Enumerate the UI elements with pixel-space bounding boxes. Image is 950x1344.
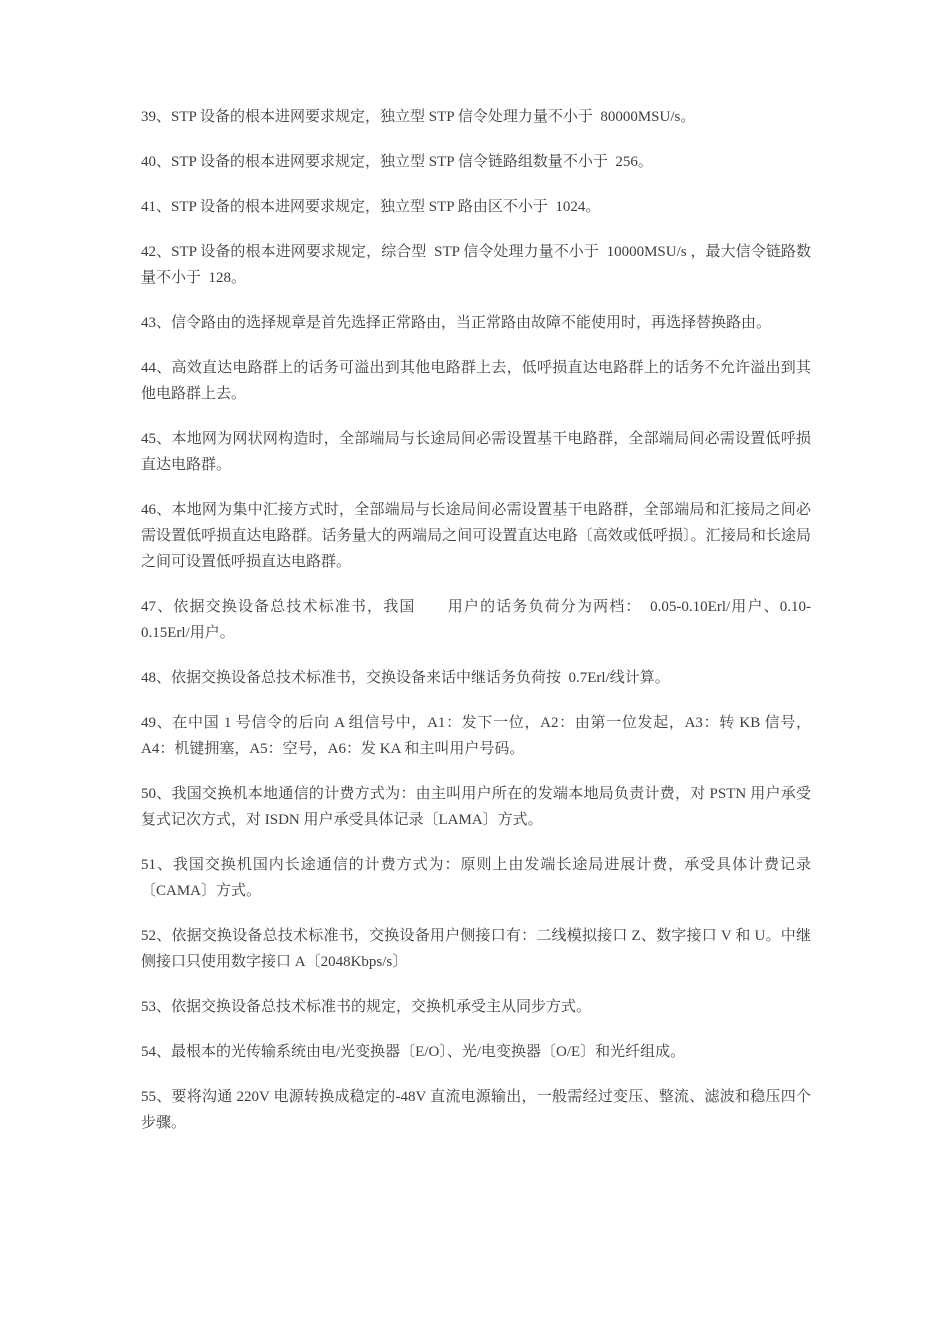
- question-paragraph: 54、最根本的光传输系统由电/光变换器〔E/O〕、光/电变换器〔O/E〕和光纤组成。: [141, 1044, 686, 1060]
- question-paragraph: 48、依据交换设备总技术标准书，交换设备来话中继话务负荷按 0.7Erl/线计算。: [141, 670, 670, 686]
- question-paragraph: 51、我国交换机国内长途通信的计费方式为：原则上由发端长途局进展计费，承受具体计费记录〔CAMA〕方式。: [141, 857, 811, 899]
- question-paragraph: 55、要将沟通 220V 电源转换成稳定的-48V 直流电源输出，一般需经过变压、整流、滤波和稳压四个步骤。: [141, 1089, 811, 1131]
- question-paragraph: 44、高效直达电路群上的话务可溢出到其他电路群上去，低呼损直达电路群上的话务不允许溢出到其他电路群上去。: [141, 360, 811, 402]
- question-paragraph: 40、STP 设备的根本进网要求规定，独立型 STP 信令链路组数量不小于 256。: [141, 154, 653, 170]
- question-paragraph: 47、依据交换设备总技术标准书，我国 用户的话务负荷分为两档： 0.05-0.10Erl/用户、0.10-0.15Erl/用户。: [141, 599, 811, 641]
- question-list: [141, 104, 811, 1136]
- question-paragraph: 43、信令路由的选择规章是首先选择正常路由，当正常路由故障不能使用时，再选择替换路由。: [141, 315, 772, 331]
- question-paragraph: 42、STP 设备的根本进网要求规定，综合型 STP 信令处理力量不小于 10000MSU/s ，最大信令链路数量不小于 128。: [141, 244, 811, 286]
- question-paragraph: 49、在中国 1 号信令的后向 A 组信号中，A1：发下一位，A2：由第一位发起，A3：转 KB 信号，A4：机键拥塞，A5：空号，A6：发 KA 和主叫用户号码。: [141, 715, 811, 757]
- question-paragraph: 52、依据交换设备总技术标准书，交换设备用户侧接口有：二线模拟接口 Z、数字接口 V 和 U。中继侧接口只使用数字接口 A〔2048Kbps/s〕: [141, 928, 811, 970]
- question-paragraph: 45、本地网为网状网构造时，全部端局与长途局间必需设置基干电路群，全部端局间必需设置低呼损直达电路群。: [141, 431, 811, 473]
- question-paragraph: 41、STP 设备的根本进网要求规定，独立型 STP 路由区不小于 1024。: [141, 199, 601, 215]
- question-paragraph: 53、依据交换设备总技术标准书的规定，交换机承受主从同步方式。: [141, 999, 592, 1015]
- question-paragraph: 39、STP 设备的根本进网要求规定，独立型 STP 信令处理力量不小于 80000MSU/s。: [141, 109, 696, 125]
- question-paragraph: 46、本地网为集中汇接方式时，全部端局与长途局间必需设置基干电路群，全部端局和汇接局之间必需设置低呼损直达电路群。话务量大的两端局之间可设置直达电路〔高效或低呼损〕。汇接局和长途局之间可设置低呼损直达电路群。: [141, 502, 811, 570]
- question-paragraph: 50、我国交换机本地通信的计费方式为：由主叫用户所在的发端本地局负责计费，对 PSTN 用户承受复式记次方式，对 ISDN 用户承受具体记录〔LAMA〕方式。: [141, 786, 811, 828]
